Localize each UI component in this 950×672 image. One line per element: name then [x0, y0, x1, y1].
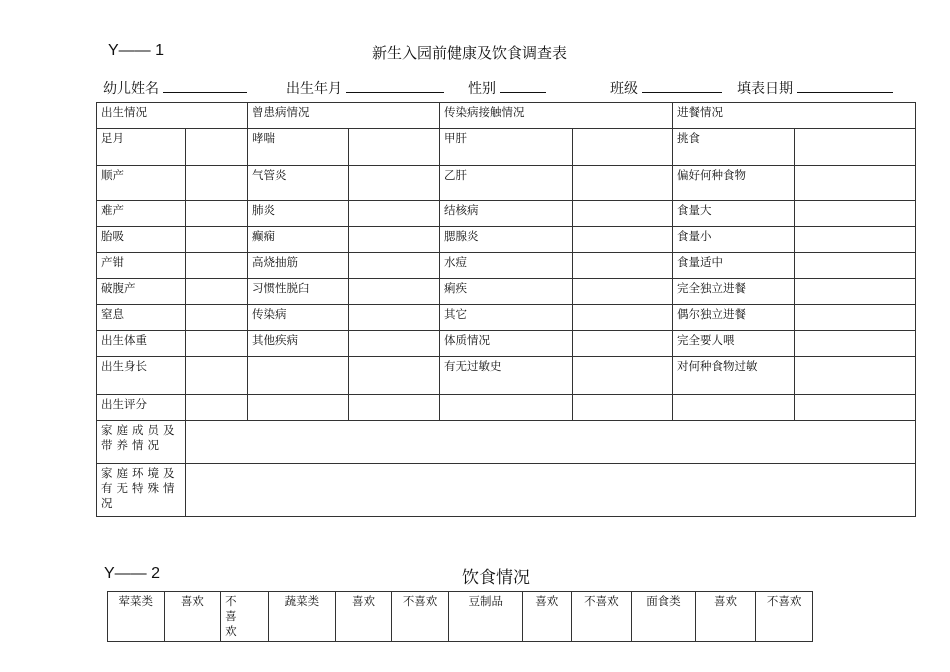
row-label: 胎吸 [97, 227, 186, 253]
input-cell[interactable] [795, 129, 916, 166]
family-members-input[interactable] [186, 421, 916, 464]
field-birth [286, 78, 444, 98]
form1-code: Y—— 1 [108, 42, 165, 59]
header-infection: 传染病接触情况 [440, 103, 673, 129]
row-label: 完全要人喂 [673, 331, 795, 357]
input-cell[interactable] [349, 166, 440, 201]
row-label: 食量大 [673, 201, 795, 227]
row-label [673, 395, 795, 421]
input-cell[interactable] [186, 279, 248, 305]
table-row [97, 331, 916, 357]
row-label: 出生身长 [97, 357, 186, 395]
diet-header-cell: 面食类 [632, 592, 696, 642]
diet-table [107, 591, 813, 642]
input-cell[interactable] [573, 166, 673, 201]
input-cell[interactable] [186, 166, 248, 201]
row-label: 有无过敏史 [440, 357, 573, 395]
input-cell[interactable] [795, 331, 916, 357]
row-label: 窒息 [97, 305, 186, 331]
field-gender-blank[interactable] [500, 80, 546, 93]
input-cell[interactable] [349, 357, 440, 395]
table-row [97, 357, 916, 395]
input-cell[interactable] [573, 305, 673, 331]
input-cell[interactable] [795, 279, 916, 305]
diet-header-cell: 豆制品 [449, 592, 523, 642]
row-label: 结核病 [440, 201, 573, 227]
input-cell[interactable] [186, 357, 248, 395]
table-row [97, 129, 916, 166]
row-label: 体质情况 [440, 331, 573, 357]
field-gender [468, 78, 546, 98]
input-cell[interactable] [349, 129, 440, 166]
row-label: 癫痫 [248, 227, 349, 253]
input-cell[interactable] [573, 227, 673, 253]
field-name-label: 幼儿姓名 [103, 81, 159, 97]
input-cell[interactable] [186, 201, 248, 227]
row-label: 出生评分 [97, 395, 186, 421]
input-cell[interactable] [795, 201, 916, 227]
input-cell[interactable] [349, 279, 440, 305]
table-row [97, 421, 916, 464]
input-cell[interactable] [573, 331, 673, 357]
family-env-input[interactable] [186, 464, 916, 517]
input-cell[interactable] [186, 331, 248, 357]
input-cell[interactable] [186, 129, 248, 166]
table-header-row [97, 103, 916, 129]
health-table [96, 102, 916, 517]
diet-header-cell: 不喜欢 [221, 592, 268, 642]
input-cell[interactable] [795, 227, 916, 253]
row-label: 产钳 [97, 253, 186, 279]
row-label: 传染病 [248, 305, 349, 331]
row-label: 肺炎 [248, 201, 349, 227]
input-cell[interactable] [795, 305, 916, 331]
row-label: 乙肝 [440, 166, 573, 201]
field-date [737, 78, 893, 98]
header-eating: 进餐情况 [673, 103, 916, 129]
header-illness: 曾患病情况 [248, 103, 440, 129]
row-label: 其它 [440, 305, 573, 331]
row-label [248, 395, 349, 421]
field-class [610, 78, 722, 98]
input-cell[interactable] [349, 331, 440, 357]
row-label: 偶尔独立进餐 [673, 305, 795, 331]
row-label: 足月 [97, 129, 186, 166]
row-label [248, 357, 349, 395]
form1-title: 新生入园前健康及饮食调查表 [372, 44, 568, 62]
input-cell[interactable] [573, 395, 673, 421]
diet-header-cell: 喜欢 [336, 592, 392, 642]
diet-header-cell: 喜欢 [523, 592, 571, 642]
input-cell[interactable] [186, 395, 248, 421]
input-cell[interactable] [186, 305, 248, 331]
input-cell[interactable] [349, 395, 440, 421]
diet-header-cell: 喜欢 [164, 592, 221, 642]
input-cell[interactable] [573, 357, 673, 395]
diet-header-cell: 不喜欢 [571, 592, 632, 642]
row-label: 习惯性脱臼 [248, 279, 349, 305]
input-cell[interactable] [573, 279, 673, 305]
row-label: 完全独立进餐 [673, 279, 795, 305]
field-class-label: 班级 [610, 81, 638, 97]
table-row [97, 305, 916, 331]
table-row [97, 227, 916, 253]
input-cell[interactable] [795, 253, 916, 279]
table-row [97, 166, 916, 201]
field-name [103, 78, 247, 98]
diet-header-cell: 荤菜类 [108, 592, 165, 642]
family-members-label: 家庭成员及带养情况 [97, 421, 186, 464]
row-label: 顺产 [97, 166, 186, 201]
row-label [440, 395, 573, 421]
row-label: 腮腺炎 [440, 227, 573, 253]
input-cell[interactable] [573, 201, 673, 227]
family-env-label: 家庭环境及有无特殊情况 [97, 464, 186, 517]
input-cell[interactable] [795, 395, 916, 421]
form2-code: Y—— 2 [104, 565, 161, 582]
row-label: 出生体重 [97, 331, 186, 357]
row-label: 偏好何种食物 [673, 166, 795, 201]
field-birth-blank[interactable] [346, 80, 444, 93]
diet-header-cell: 不喜欢 [756, 592, 813, 642]
diet-header-cell: 蔬菜类 [268, 592, 336, 642]
field-class-blank[interactable] [642, 80, 722, 93]
table-row [97, 464, 916, 517]
input-cell[interactable] [186, 253, 248, 279]
row-label: 食量适中 [673, 253, 795, 279]
diet-header-cell: 不喜欢 [391, 592, 449, 642]
header-birth: 出生情况 [97, 103, 248, 129]
input-cell[interactable] [349, 201, 440, 227]
row-label: 难产 [97, 201, 186, 227]
row-label: 哮喘 [248, 129, 349, 166]
field-gender-label: 性别 [468, 81, 496, 97]
input-cell[interactable] [349, 227, 440, 253]
input-cell[interactable] [186, 227, 248, 253]
row-label: 痢疾 [440, 279, 573, 305]
diet-header-cell: 喜欢 [695, 592, 756, 642]
field-date-blank[interactable] [797, 80, 893, 93]
row-label: 气管炎 [248, 166, 349, 201]
input-cell[interactable] [349, 253, 440, 279]
field-name-blank[interactable] [163, 80, 247, 93]
row-label: 破腹产 [97, 279, 186, 305]
form2-title: 饮食情况 [462, 568, 530, 588]
row-label: 对何种食物过敏 [673, 357, 795, 395]
field-date-label: 填表日期 [737, 81, 793, 97]
table-row [97, 201, 916, 227]
field-birth-label: 出生年月 [286, 81, 342, 97]
input-cell[interactable] [349, 305, 440, 331]
row-label: 其他疾病 [248, 331, 349, 357]
table-row [97, 395, 916, 421]
input-cell[interactable] [573, 129, 673, 166]
row-label: 食量小 [673, 227, 795, 253]
diet-header-row [108, 592, 813, 642]
input-cell[interactable] [573, 253, 673, 279]
table-row [97, 279, 916, 305]
input-cell[interactable] [795, 166, 916, 201]
table-row [97, 253, 916, 279]
row-label: 高烧抽筋 [248, 253, 349, 279]
row-label: 水痘 [440, 253, 573, 279]
row-label: 甲肝 [440, 129, 573, 166]
row-label: 挑食 [673, 129, 795, 166]
input-cell[interactable] [795, 357, 916, 395]
